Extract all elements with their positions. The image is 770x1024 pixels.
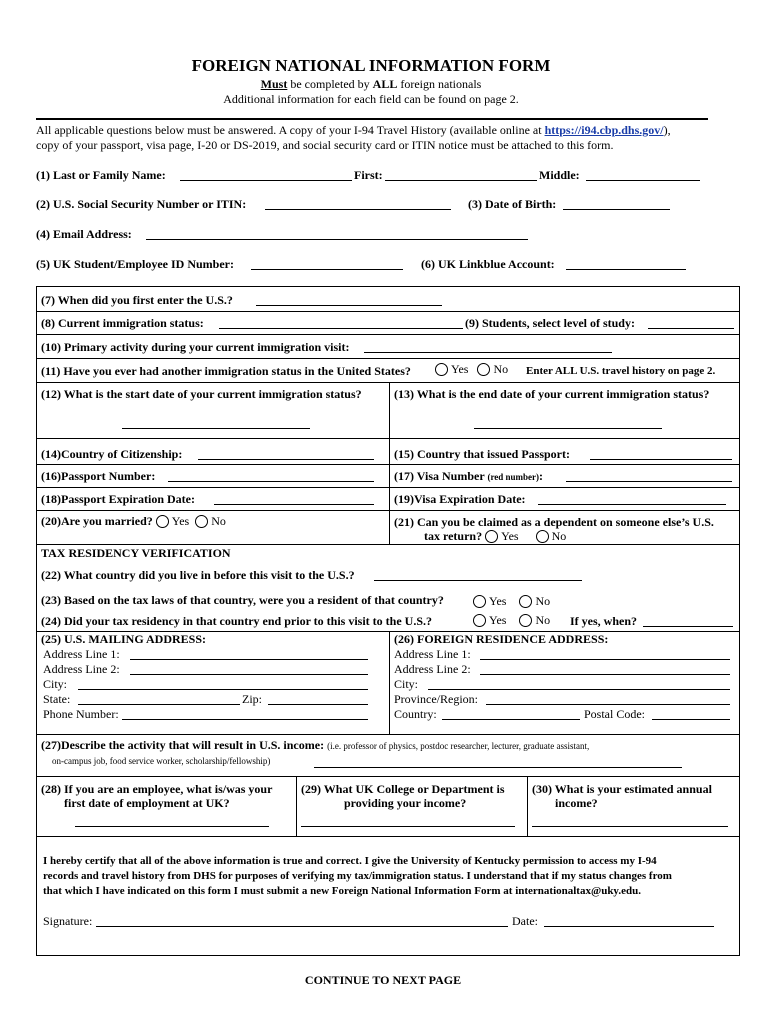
date-field[interactable] bbox=[544, 916, 714, 927]
q2-label: (2) U.S. Social Security Number or ITIN: bbox=[36, 197, 247, 211]
email-field[interactable] bbox=[146, 229, 528, 240]
us-state-field[interactable] bbox=[78, 694, 240, 705]
certify-line3: that which I have indicated on this form I must submit a new Foreign National Information Form at internationaltax@uky.edu. bbox=[43, 885, 641, 897]
intro-line2: copy of your passport, visa page, I-20 or DS-2019, and social security card or ITIN notice must be attached to this form. bbox=[36, 138, 614, 152]
q28-line2: first date of employment at UK? bbox=[64, 796, 230, 810]
f-addr1-field[interactable] bbox=[480, 649, 730, 660]
middle-name-field[interactable] bbox=[586, 170, 700, 181]
q8-label: (8) Current immigration status: bbox=[41, 316, 204, 330]
dob-field[interactable] bbox=[563, 199, 670, 210]
q24-yes-radio[interactable] bbox=[473, 614, 486, 627]
q24-when-label: If yes, when? bbox=[570, 614, 638, 628]
intro-line1 bbox=[36, 123, 671, 138]
q17-colon: : bbox=[539, 469, 544, 483]
married-no-label: No bbox=[211, 514, 226, 528]
annual-income-field[interactable] bbox=[532, 816, 728, 827]
col-divider bbox=[296, 776, 297, 836]
q10-label: (10) Primary activity during your current immigration visit: bbox=[41, 340, 350, 354]
visa-expiration-field[interactable] bbox=[538, 494, 726, 505]
intro-text-b: ), bbox=[663, 123, 671, 137]
q23-no-radio[interactable] bbox=[519, 595, 532, 608]
first-name-field[interactable] bbox=[385, 170, 537, 181]
us-zip-field[interactable] bbox=[268, 694, 368, 705]
q17-text: (17) Visa Number bbox=[394, 469, 485, 483]
dependent-no-label: No bbox=[551, 529, 567, 543]
q3-label: (3) Date of Birth: bbox=[468, 197, 557, 211]
f-city-field[interactable] bbox=[428, 679, 730, 690]
visa-number-field[interactable] bbox=[566, 471, 732, 482]
q21-row bbox=[424, 529, 566, 545]
row-divider bbox=[36, 334, 740, 335]
q27-label: (27)Describe the activity that will result in U.S. income: bbox=[41, 738, 325, 752]
q23-yes-radio[interactable] bbox=[473, 595, 486, 608]
us-city-label: City: bbox=[43, 677, 68, 691]
q23-options bbox=[470, 594, 550, 610]
primary-activity-field[interactable] bbox=[364, 342, 612, 353]
last-name-field[interactable] bbox=[180, 170, 352, 181]
f-country-field[interactable] bbox=[442, 709, 580, 720]
q1-middle-label: Middle: bbox=[539, 168, 580, 182]
q12-label: (12) What is the start date of your current immigration status? bbox=[41, 387, 362, 401]
q23-label: (23) Based on the tax laws of that country, were you a resident of that country? bbox=[41, 593, 444, 607]
q23-no-label: No bbox=[535, 594, 551, 608]
row-divider bbox=[36, 544, 740, 545]
f-addr2-field[interactable] bbox=[480, 664, 730, 675]
q16-label: (16)Passport Number: bbox=[41, 469, 156, 483]
row-divider bbox=[36, 487, 740, 488]
col-divider bbox=[527, 776, 528, 836]
q24-no-label: No bbox=[535, 613, 551, 627]
subtitle-end: foreign nationals bbox=[397, 77, 482, 91]
all-text: ALL bbox=[372, 77, 398, 91]
college-dept-field[interactable] bbox=[301, 816, 515, 827]
date-label: Date: bbox=[512, 914, 538, 928]
married-yes-radio[interactable] bbox=[156, 515, 169, 528]
header-rule bbox=[36, 118, 708, 120]
status-start-field[interactable] bbox=[122, 418, 310, 429]
f-country-label: Country: bbox=[394, 707, 437, 721]
subtitle-must bbox=[0, 77, 742, 92]
q1-first-label: First: bbox=[354, 168, 383, 182]
q11-yes-radio[interactable] bbox=[435, 363, 448, 376]
row-divider bbox=[36, 734, 740, 735]
row-divider bbox=[36, 776, 740, 777]
q28-line1: (28) If you are an employee, what is/was your bbox=[41, 782, 273, 796]
form-title: FOREIGN NATIONAL INFORMATION FORM bbox=[191, 56, 551, 75]
f-province-label: Province/Region: bbox=[394, 692, 478, 706]
first-entry-field[interactable] bbox=[256, 295, 442, 306]
q19-label: (19)Visa Expiration Date: bbox=[394, 492, 526, 506]
us-addr2-label: Address Line 2: bbox=[43, 662, 120, 676]
q30-line2: income? bbox=[555, 796, 598, 810]
f-province-field[interactable] bbox=[486, 694, 730, 705]
row-divider bbox=[36, 510, 740, 511]
uk-id-field[interactable] bbox=[251, 259, 403, 270]
immigration-status-field[interactable] bbox=[219, 318, 463, 329]
q20-label: (20)Are you married? bbox=[41, 514, 153, 528]
q29-line1: (29) What UK College or Department is bbox=[301, 782, 505, 796]
row-divider bbox=[36, 358, 740, 359]
f-city-label: City: bbox=[394, 677, 419, 691]
q22-label: (22) What country did you live in before this visit to the U.S.? bbox=[41, 568, 355, 582]
row-divider bbox=[36, 311, 740, 312]
col-divider bbox=[389, 631, 390, 734]
subtitle-info: Additional information for each field can be found on page 2. bbox=[223, 92, 519, 106]
passport-expiration-field[interactable] bbox=[214, 494, 374, 505]
us-addr2-field[interactable] bbox=[130, 664, 368, 675]
signature-field[interactable] bbox=[96, 916, 508, 927]
q30-line1: (30) What is your estimated annual bbox=[532, 782, 712, 796]
q6-label: (6) UK Linkblue Account: bbox=[421, 257, 555, 271]
certify-line1: I hereby certify that all of the above information is true and correct. I give the University of Kentucky permission to access my I-94 bbox=[43, 855, 657, 867]
q4-label: (4) Email Address: bbox=[36, 227, 132, 241]
i94-link[interactable]: https://i94.cbp.dhs.gov/ bbox=[544, 123, 664, 137]
q27-row bbox=[41, 738, 589, 753]
us-addr1-label: Address Line 1: bbox=[43, 647, 120, 661]
continue-footer: CONTINUE TO NEXT PAGE bbox=[304, 973, 462, 987]
q21-line2: tax return? bbox=[424, 529, 483, 543]
col-divider bbox=[389, 438, 390, 544]
q25-label: (25) U.S. MAILING ADDRESS: bbox=[41, 632, 207, 646]
q11-label: (11) Have you ever had another immigration status in the United States? bbox=[41, 364, 411, 378]
q17-label bbox=[394, 469, 543, 484]
row-divider bbox=[36, 836, 740, 837]
signature-label: Signature: bbox=[43, 914, 93, 928]
us-addr1-field[interactable] bbox=[130, 649, 368, 660]
us-phone-label: Phone Number: bbox=[43, 707, 119, 721]
tax-heading: TAX RESIDENCY VERIFICATION bbox=[41, 546, 231, 560]
q11-no-radio[interactable] bbox=[477, 363, 490, 376]
married-no-radio[interactable] bbox=[195, 515, 208, 528]
q21-line1: (21) Can you be claimed as a dependent on someone else’s U.S. bbox=[394, 515, 714, 529]
row-divider bbox=[36, 464, 740, 465]
row-divider bbox=[36, 382, 740, 383]
q9-label: (9) Students, select level of study: bbox=[465, 316, 635, 330]
q15-label: (15) Country that issued Passport: bbox=[394, 447, 571, 461]
q24-yes-label: Yes bbox=[489, 613, 507, 627]
f-postal-label: Postal Code: bbox=[584, 707, 646, 721]
certify-line2: records and travel history from DHS for purposes of verifying my tax/immigration status. I understand that if my status changes from bbox=[43, 870, 672, 882]
prior-country-field[interactable] bbox=[374, 570, 582, 581]
dependent-yes-label: Yes bbox=[501, 529, 519, 543]
col-divider bbox=[389, 382, 390, 438]
q24-options bbox=[470, 613, 550, 629]
must-text: Must bbox=[260, 77, 288, 91]
us-zip-label: Zip: bbox=[242, 692, 262, 706]
residency-end-field[interactable] bbox=[643, 616, 733, 627]
q7-label: (7) When did you first enter the U.S.? bbox=[41, 293, 233, 307]
q14-label: (14)Country of Citizenship: bbox=[41, 447, 183, 461]
q24-label: (24) Did your tax residency in that country end prior to this visit to the U.S.? bbox=[41, 614, 433, 628]
us-city-field[interactable] bbox=[78, 679, 368, 690]
ssn-field[interactable] bbox=[265, 199, 451, 210]
q29-line2: providing your income? bbox=[344, 796, 467, 810]
row-divider bbox=[36, 438, 740, 439]
q11-options bbox=[432, 362, 508, 378]
study-level-field[interactable] bbox=[648, 318, 734, 329]
q11-note: Enter ALL U.S. travel history on page 2. bbox=[526, 365, 716, 377]
us-state-label: State: bbox=[43, 692, 71, 706]
passport-country-field[interactable] bbox=[590, 449, 732, 460]
q5-label: (5) UK Student/Employee ID Number: bbox=[36, 257, 234, 271]
q1-label: (1) Last or Family Name: bbox=[36, 168, 166, 182]
married-yes-label: Yes bbox=[171, 514, 190, 528]
passport-number-field[interactable] bbox=[168, 471, 374, 482]
q26-label: (26) FOREIGN RESIDENCE ADDRESS: bbox=[394, 632, 609, 646]
q18-label: (18)Passport Expiration Date: bbox=[41, 492, 195, 506]
subtitle-mid: be completed by bbox=[287, 77, 373, 91]
us-phone-field[interactable] bbox=[122, 709, 368, 720]
employment-date-field[interactable] bbox=[75, 816, 269, 827]
citizenship-field[interactable] bbox=[198, 449, 374, 460]
dependent-yes-radio[interactable] bbox=[485, 530, 498, 543]
status-end-field[interactable] bbox=[474, 418, 662, 429]
f-addr1-label: Address Line 1: bbox=[394, 647, 471, 661]
q17-note: (red number) bbox=[487, 472, 540, 482]
q11-yes-label: Yes bbox=[451, 362, 469, 376]
linkblue-field[interactable] bbox=[566, 259, 686, 270]
q13-label: (13) What is the end date of your current immigration status? bbox=[394, 387, 710, 401]
q11-no-label: No bbox=[493, 362, 509, 376]
q27-note1: (i.e. professor of physics, postdoc researcher, lecturer, graduate assistant, bbox=[327, 741, 590, 751]
q24-no-radio[interactable] bbox=[519, 614, 532, 627]
dependent-no-radio[interactable] bbox=[536, 530, 549, 543]
q23-yes-label: Yes bbox=[489, 594, 507, 608]
q20-row bbox=[41, 514, 226, 530]
income-activity-field[interactable] bbox=[314, 757, 682, 768]
intro-text-a: All applicable questions below must be answered. A copy of your I-94 Travel History (available online at bbox=[36, 123, 545, 137]
f-postal-field[interactable] bbox=[652, 709, 730, 720]
f-addr2-label: Address Line 2: bbox=[394, 662, 471, 676]
q27-note2: on-campus job, food service worker, scholarship/fellowship) bbox=[52, 756, 271, 766]
